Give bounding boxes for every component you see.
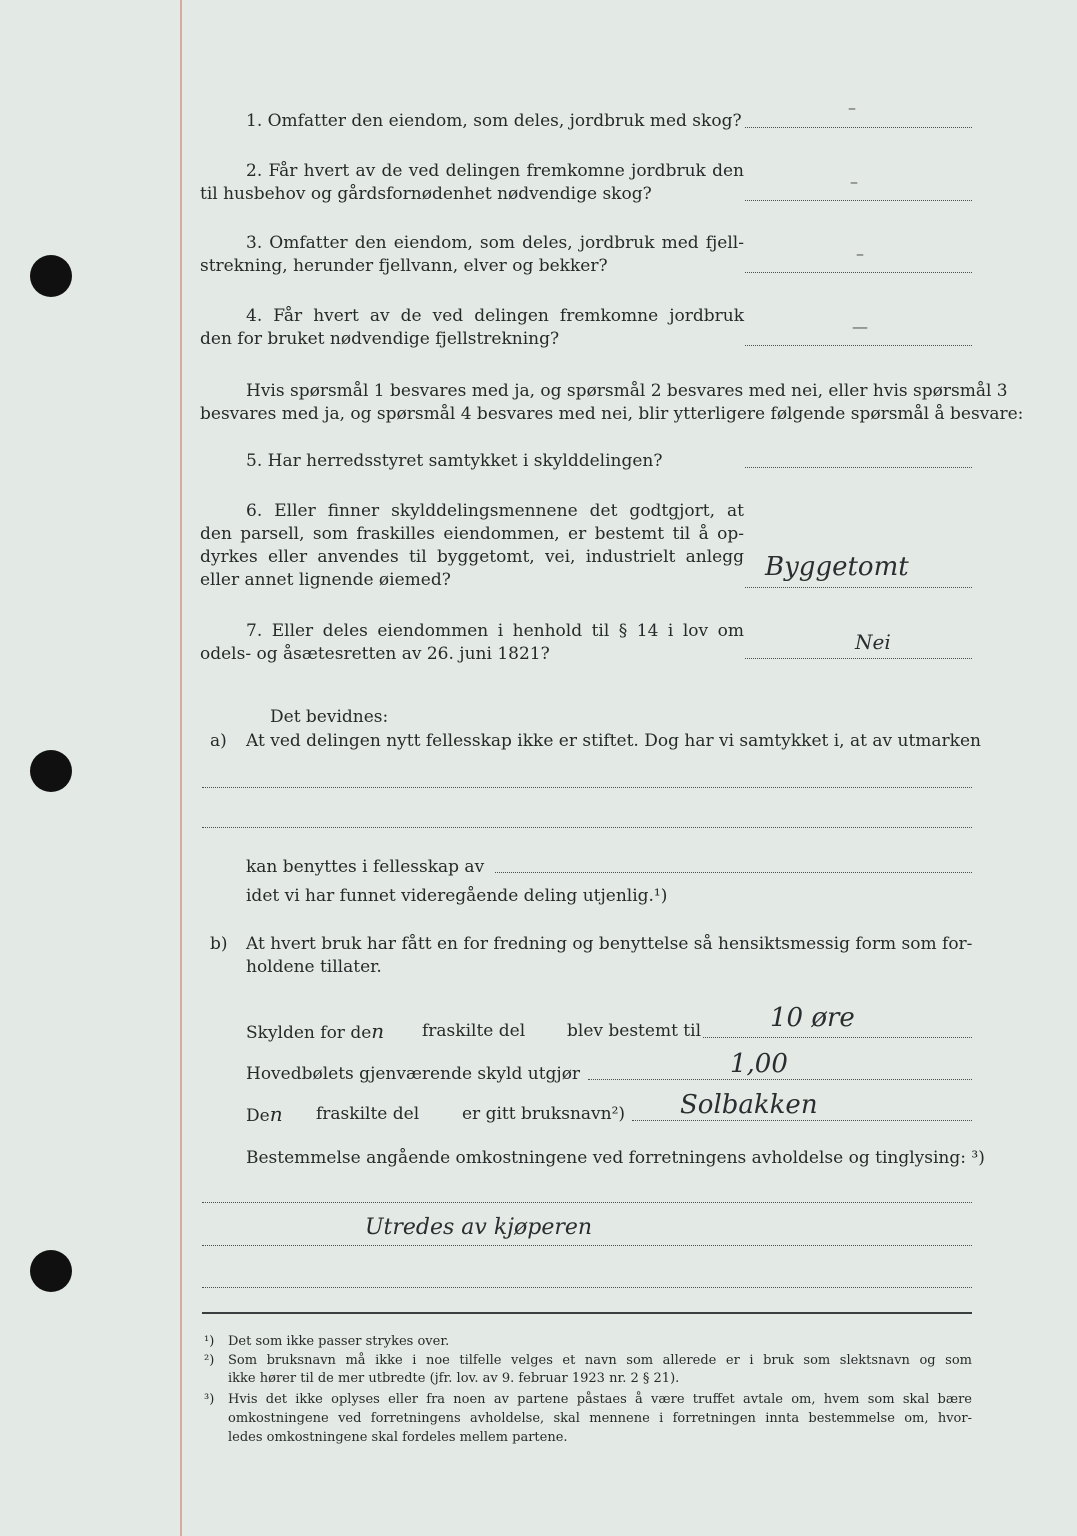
navn-line xyxy=(632,1120,972,1121)
skyld-value-handwritten: 10 øre xyxy=(770,1003,855,1033)
footnote-3-line-1: Hvis det ikke oplyses eller fra noen av partene påstaes å være truffet avtale om, hvem som skal bære xyxy=(228,1392,972,1407)
answer-line-4 xyxy=(745,345,972,346)
item-a-shared: kan benyttes i fellesskap av xyxy=(246,857,485,877)
footnote-1: Det som ikke passer strykes over. xyxy=(228,1334,450,1349)
question-4-line-2: den for bruket nødvendige fjellstrekning? xyxy=(200,329,560,349)
item-a-reason: idet vi har funnet videregående deling utjenlig.¹) xyxy=(246,886,668,906)
question-2-line-2: til husbehov og gårdsfornødenhet nødvendige skog? xyxy=(200,184,652,204)
item-b-line-2: holdene tillater. xyxy=(246,957,382,977)
answer-4: — xyxy=(852,317,868,336)
skyld-de-suffix: n xyxy=(371,1019,385,1043)
navn-label-a-text: De xyxy=(246,1106,270,1126)
skyld-label-a-text: Skylden for de xyxy=(246,1023,372,1043)
blank-line xyxy=(202,827,972,828)
question-7-line-2: odels- og åsætesretten av 26. juni 1821? xyxy=(200,644,550,664)
footnote-3-line-3: ledes omkostningene skal fordeles mellem partene. xyxy=(228,1430,568,1445)
blank-line xyxy=(202,787,972,788)
footnote-3-line-2: omkostningene ved forretningens avholdelse, skal mennene i forretningen innta bestemmelse om, hvor- xyxy=(228,1411,972,1426)
answer-line-5 xyxy=(745,467,972,468)
condition-line-2: besvares med ja, og spørsmål 4 besvares med nei, blir ytterligere følgende spørsmål å besvare: xyxy=(200,404,1024,424)
hoved-value-handwritten: 1,00 xyxy=(730,1049,788,1079)
question-1: 1. Omfatter den eiendom, som deles, jordbruk med skog? xyxy=(246,111,742,131)
answer-2: – xyxy=(850,172,858,191)
navn-label-c: er gitt bruksnavn²) xyxy=(462,1104,626,1124)
shared-line xyxy=(495,872,972,873)
footnote-2-mark: ²) xyxy=(204,1353,215,1368)
footnote-1-mark: ¹) xyxy=(204,1334,215,1349)
skyld-line xyxy=(703,1037,972,1038)
question-3-line-1: 3. Omfatter den eiendom, som deles, jordbruk med fjell- xyxy=(246,233,744,253)
condition-line-1: Hvis spørsmål 1 besvares med ja, og spørsmål 2 besvares med nei, eller hvis spørsmål 3 xyxy=(246,381,1008,401)
answer-7-handwritten: Nei xyxy=(855,630,891,654)
footnote-2-line-2: ikke hører til de mer utbredte (jfr. lov. av 9. februar 1923 nr. 2 § 21). xyxy=(228,1371,680,1386)
cost-line-2 xyxy=(202,1245,972,1246)
question-6-line-1: 6. Eller finner skylddelingsmennene det godtgjort, at xyxy=(246,501,744,521)
hoved-label: Hovedbølets gjenværende skyld utgjør xyxy=(246,1064,581,1084)
question-4-line-1: 4. Får hvert av de ved delingen fremkomne jordbruk xyxy=(246,306,744,326)
question-2-line-1: 2. Får hvert av de ved delingen fremkomne jordbruk den xyxy=(246,161,744,181)
answer-line-3 xyxy=(745,272,972,273)
question-7-line-1: 7. Eller deles eiendommen i henhold til § 14 i lov om xyxy=(246,621,744,641)
question-5: 5. Har herredsstyret samtykket i skylddelingen? xyxy=(246,451,663,471)
footnote-3-mark: ³) xyxy=(204,1392,215,1407)
skyld-label-c: blev bestemt til xyxy=(567,1021,702,1041)
answer-line-2 xyxy=(745,200,972,201)
question-3-line-2: strekning, herunder fjellvann, elver og bekker? xyxy=(200,256,608,276)
cost-line-1 xyxy=(202,1202,972,1203)
item-a-label: a) xyxy=(210,731,227,751)
certification-heading: Det bevidnes: xyxy=(270,707,389,727)
footnote-2-line-1: Som bruksnavn må ikke i noe tilfelle velges et navn som allerede er i bruk som slektsnavn og som xyxy=(228,1353,972,1368)
question-6-line-4: eller annet lignende øiemed? xyxy=(200,570,451,590)
question-6-line-2: den parsell, som fraskilles eiendommen, er bestemt til å op- xyxy=(200,524,744,544)
hoved-line xyxy=(588,1079,972,1080)
punch-hole xyxy=(30,255,72,297)
item-a-text: At ved delingen nytt fellesskap ikke er stiftet. Dog har vi samtykket i, at av utmarken xyxy=(246,731,981,751)
cost-value-handwritten: Utredes av kjøperen xyxy=(365,1215,593,1240)
punch-hole xyxy=(30,1250,72,1292)
navn-label-b: fraskilte del xyxy=(316,1104,420,1124)
answer-line-7 xyxy=(745,658,972,659)
answer-3: – xyxy=(856,244,864,263)
cost-label: Bestemmelse angående omkostningene ved forretningens avholdelse og tinglysing: ³) xyxy=(246,1148,985,1168)
footnote-rule xyxy=(202,1312,972,1314)
answer-6-handwritten: Byggetomt xyxy=(765,552,909,582)
item-b-label: b) xyxy=(210,934,228,954)
navn-de-suffix: n xyxy=(269,1102,283,1126)
skyld-label-b: fraskilte del xyxy=(422,1021,526,1041)
answer-1: – xyxy=(848,98,856,117)
navn-label-a xyxy=(246,1103,283,1128)
item-b-line-1: At hvert bruk har fått en for fredning og benyttelse så hensiktsmessig form som for- xyxy=(246,934,973,954)
skyld-label-a xyxy=(246,1020,384,1045)
answer-line-1 xyxy=(745,127,972,128)
navn-value-handwritten: Solbakken xyxy=(680,1090,818,1120)
question-6-line-3: dyrkes eller anvendes til byggetomt, vei, industrielt anlegg xyxy=(200,547,744,567)
answer-line-6 xyxy=(745,587,972,588)
punch-hole xyxy=(30,750,72,792)
margin-line xyxy=(180,0,182,1536)
cost-line-3 xyxy=(202,1287,972,1288)
